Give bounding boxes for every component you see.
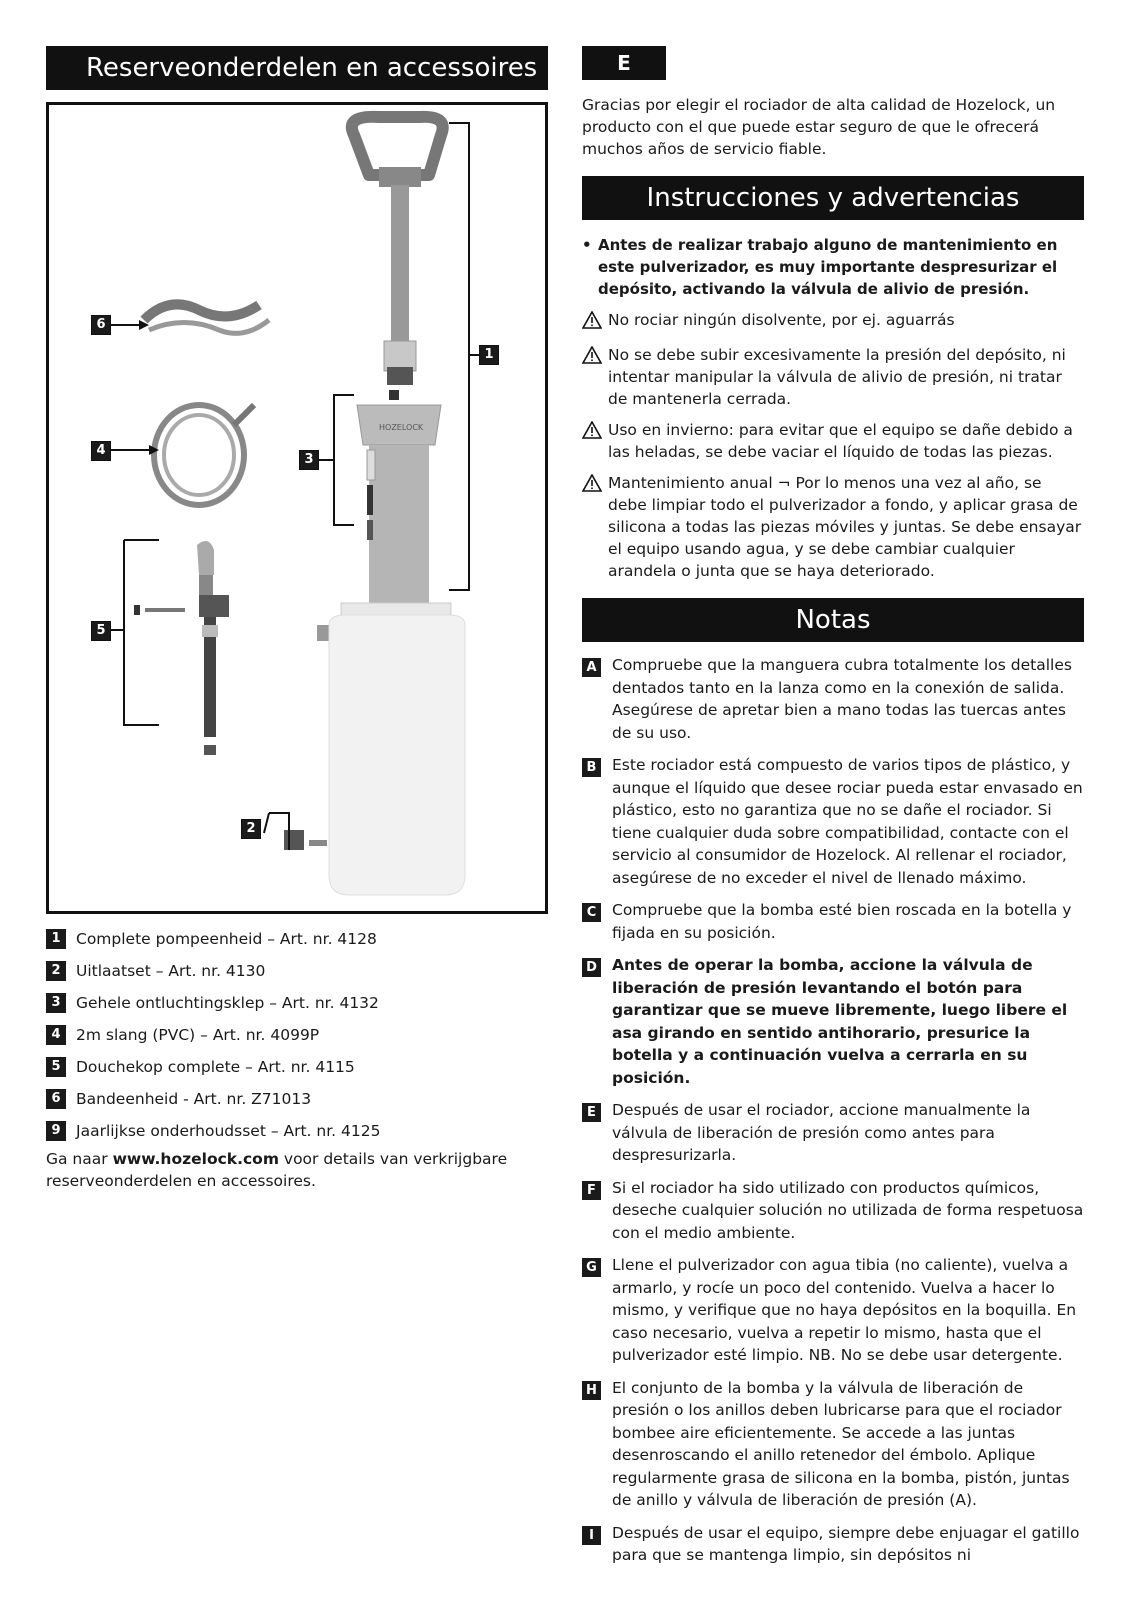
website-link[interactable]: www.hozelock.com (112, 1150, 279, 1168)
maintenance-bullet: • Antes de realizar trabajo alguno de mantenimiento en este pulverizador, es muy importante despresurizar el depósito, activando la válvula de alivio de presión. (582, 236, 1058, 298)
note-item: B Este rociador está compuesto de varios tipos de plástico, y aunque el líquido que desee rociar pueda estar envasado en plástico, esto no garantiza que no se dañe el rociador. Si tiene cualquier duda sobre compatibilidad, contacte con el servicio al consumidor de Hozelock. Al rellenar el rociador, asegúrese de no exceder el nivel de llenado máximo. (582, 754, 1084, 889)
note-letter: H (582, 1381, 601, 1400)
warning-triangle-icon (582, 344, 608, 410)
part-text: 2m slang (PVC) – Art. nr. 4099P (76, 1026, 320, 1044)
note-letter: G (582, 1258, 601, 1277)
part-text: Jaarlijkse onderhoudsset – Art. nr. 4125 (76, 1122, 381, 1140)
part-text: Douchekop complete – Art. nr. 4115 (76, 1058, 355, 1076)
notes-list (582, 654, 1084, 1567)
note-letter: F (582, 1181, 601, 1200)
warning-item: Uso en invierno: para evitar que el equipo se dañe debido a las heladas, se debe vaciar el líquido de todas las piezas. (582, 419, 1084, 463)
strap-illustration (144, 304, 269, 333)
part-number: 1 (46, 929, 66, 949)
part-text: Complete pompeenheid – Art. nr. 4128 (76, 930, 377, 948)
part-number: 9 (46, 1121, 66, 1141)
part-item (46, 1120, 548, 1142)
warning-triangle-icon (582, 309, 608, 335)
note-item: C Compruebe que la bomba esté bien roscada en la botella y fijada en su posición. (582, 899, 1084, 944)
note-item: D Antes de operar la bomba, accione la válvula de liberación de presión levantando el botón para garantizar que se mueve libremente, luego libere el asa girando en sentido antihorario, presurice la botella y a continuación vuelva a cerrarla en su posición. (582, 954, 1084, 1089)
figure-label-2: 2 (241, 819, 261, 839)
part-number: 6 (46, 1089, 66, 1109)
hose-illustration (154, 405, 254, 505)
notes-title: Notas (582, 598, 1084, 642)
language-badge: E (582, 46, 666, 80)
part-item (46, 1088, 548, 1110)
spare-parts-figure (46, 102, 548, 914)
note-item: A Compruebe que la manguera cubra totalmente los detalles dentados tanto en la lanza como en la conexión de salida. Asegúrese de apretar bien a mano todas las tuercas antes de su uso. (582, 654, 1084, 744)
pump-handle-illustration (352, 117, 443, 385)
part-number: 5 (46, 1057, 66, 1077)
note-letter: C (582, 903, 601, 922)
left-column (46, 46, 548, 1192)
part-item (46, 928, 548, 950)
parts-list (46, 928, 548, 1142)
spare-parts-title: Reserveonderdelen en accessoires (46, 46, 548, 90)
part-text: Uitlaatset – Art. nr. 4130 (76, 962, 266, 980)
note-item: F Si el rociador ha sido utilizado con productos químicos, deseche cualquier solución no utilizada de forma respetuosa con el medio ambiente. (582, 1177, 1084, 1245)
lance-illustration (134, 541, 229, 755)
warning-item: No rociar ningún disolvente, por ej. aguarrás (582, 309, 1084, 335)
bottle-illustration (317, 603, 465, 895)
note-item: H El conjunto de la bomba y la válvula de liberación de presión o los anillos deben lubricarse para que el rociador bombee aire eficientemente. Se accede a las juntas desenroscando el anillo retenedor del émbolo. Aplique regularmente grasa de silicona en la bomba, pistón, juntas de anillo y válvula de liberación de presión (A). (582, 1377, 1084, 1512)
part-item (46, 1024, 548, 1046)
warning-triangle-icon (582, 419, 608, 463)
note-item: G Llene el pulverizador con agua tibia (no caliente), vuelva a armarlo, y rocíe un poco del contenido. Vuelva a hacer lo mismo, y verifique que no haya depósitos en la boquilla. En caso necesario, vuelva a repetir lo mismo, hasta que el pulverizador esté limpio. NB. No se debe usar detergente. (582, 1254, 1084, 1367)
part-item (46, 992, 548, 1014)
note-letter: E (582, 1103, 601, 1122)
warning-item: Mantenimiento anual ¬ Por lo menos una vez al año, se debe limpiar todo el pulverizador a fondo, y aplicar grasa de silicona a todas las piezas móviles y juntas. Se debe ensayar el equipo usando agua, y se debe cambiar cualquier arandela o junta que se haya deteriorado. (582, 472, 1084, 582)
part-item (46, 1056, 548, 1078)
warning-triangle-icon (582, 472, 608, 582)
collar-illustration (357, 390, 441, 605)
note-letter: D (582, 958, 601, 977)
hozelock-logo: HOZELOCK (379, 423, 424, 432)
note-letter: I (582, 1526, 601, 1545)
figure-label-6: 6 (91, 315, 111, 335)
part-text: Gehele ontluchtingsklep – Art. nr. 4132 (76, 994, 379, 1012)
note-item: I Después de usar el equipo, siempre debe enjuagar el gatillo para que se mantenga limpio, sin depósitos ni (582, 1522, 1084, 1567)
figure-label-3: 3 (299, 450, 319, 470)
figure-label-5: 5 (91, 621, 111, 641)
instructions-title: Instrucciones y advertencias (582, 176, 1084, 220)
website-note: Ga naar www.hozelock.com voor details van verkrijgbare reserveonderdelen en accessoires. (46, 1150, 508, 1190)
intro-text: Gracias por elegir el rociador de alta calidad de Hozelock, un producto con el que puede estar seguro de que le ofrecerá muchos años de servicio fiable. (582, 96, 1056, 158)
part-number: 4 (46, 1025, 66, 1045)
right-column (582, 46, 1084, 1567)
note-letter: B (582, 758, 601, 777)
part-number: 2 (46, 961, 66, 981)
part-item (46, 960, 548, 982)
sprayer-exploded-diagram (49, 105, 545, 911)
outlet-illustration (284, 830, 327, 850)
figure-label-4: 4 (91, 441, 111, 461)
note-item: E Después de usar el rociador, accione manualmente la válvula de liberación de presión como antes para despresurizarla. (582, 1099, 1084, 1167)
part-text: Bandeenheid - Art. nr. Z71013 (76, 1090, 312, 1108)
warning-item: No se debe subir excesivamente la presión del depósito, ni intentar manipular la válvula de alivio de presión, ni tratar de mantenerla cerrada. (582, 344, 1084, 410)
note-letter: A (582, 658, 601, 677)
part-number: 3 (46, 993, 66, 1013)
figure-label-1: 1 (479, 345, 499, 365)
